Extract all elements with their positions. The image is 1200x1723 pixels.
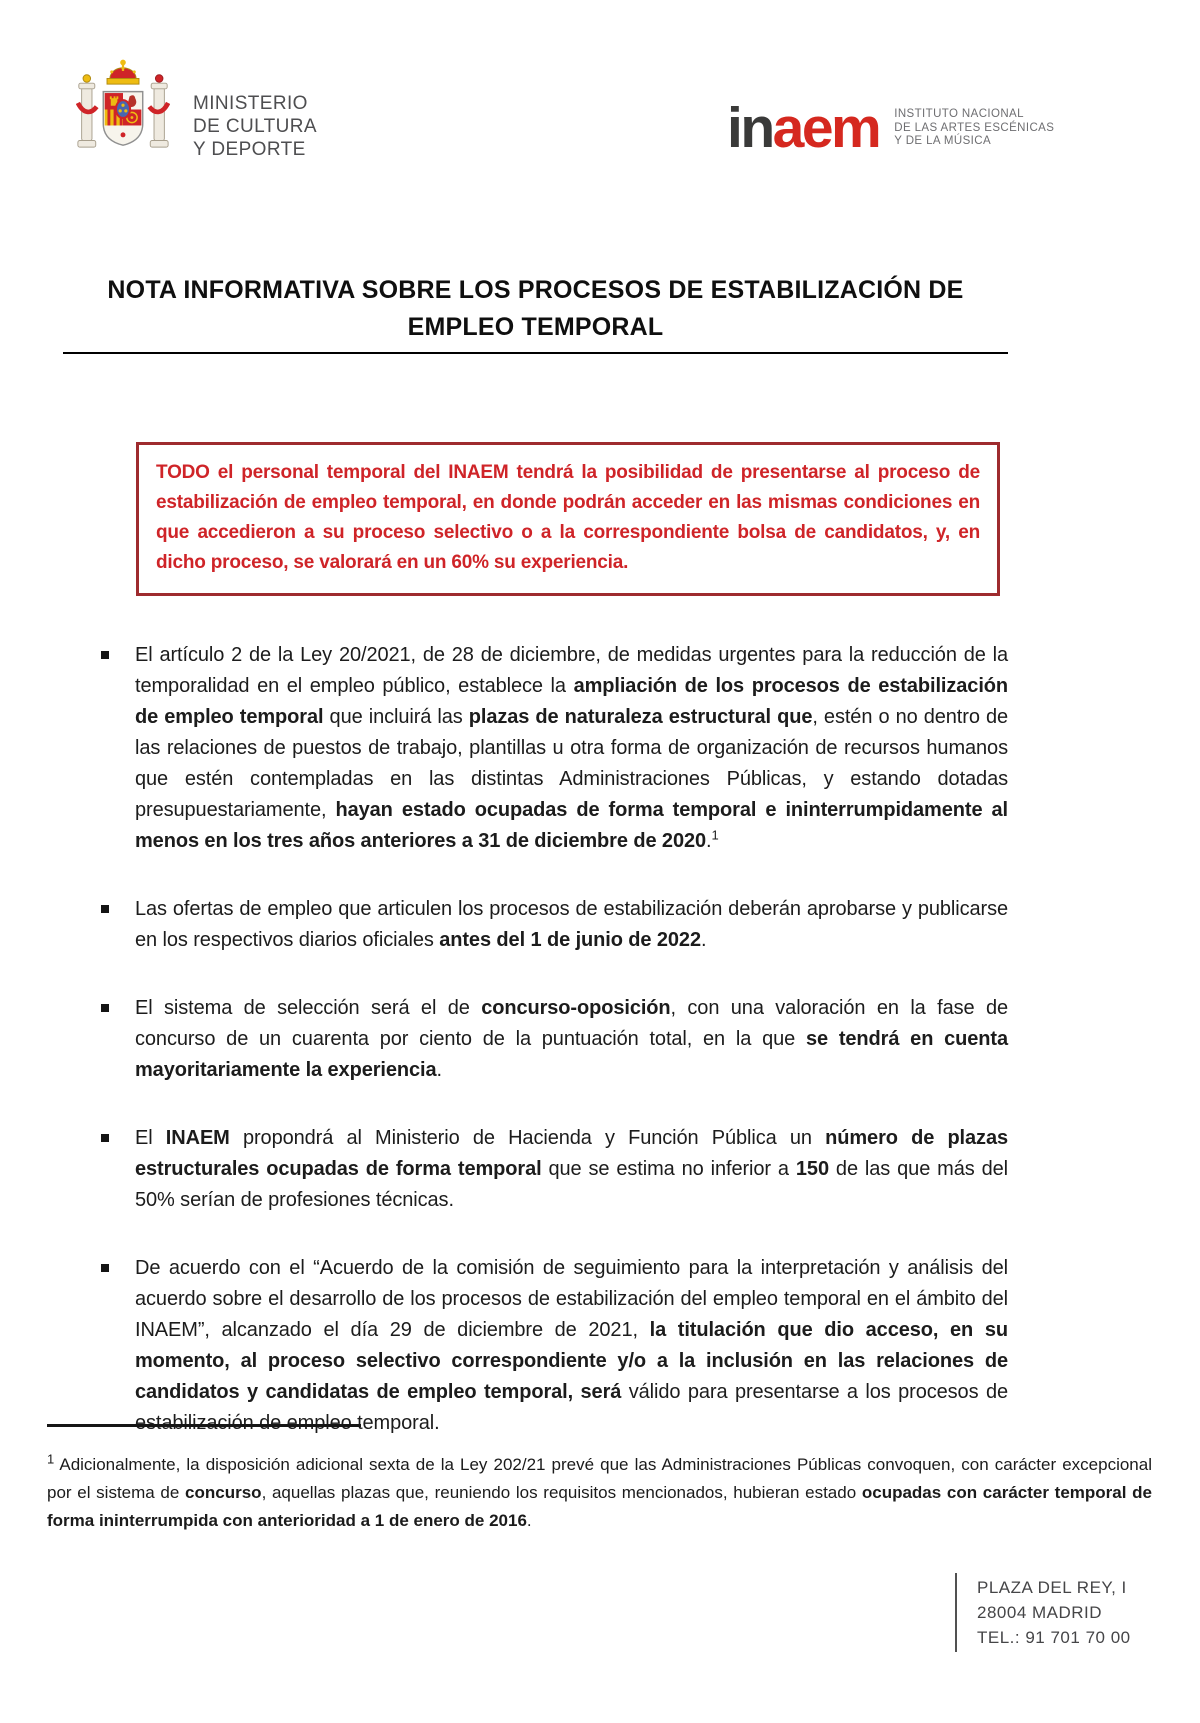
bullet-square-icon xyxy=(101,1264,109,1272)
bullet-text: El INAEM propondrá al Ministerio de Hacienda y Función Pública un número de plazas estructurales ocupadas de forma temporal que se estima no inferior a 150 de las que más del 50% serían de profesiones técnicas. xyxy=(135,1127,1008,1211)
footer-address-line: TEL.: 91 701 70 00 xyxy=(977,1628,1131,1647)
inaem-subtitle-line: DE LAS ARTES ESCÉNICAS xyxy=(894,121,1055,134)
bullet-square-icon xyxy=(101,651,109,659)
footer-address-line: 28004 MADRID xyxy=(977,1603,1103,1622)
main-content xyxy=(63,0,1008,1439)
inaem-subtitle-line: INSTITUTO NACIONAL xyxy=(894,108,1024,121)
footnote-divider xyxy=(47,1424,361,1427)
inaem-subtitle-line: Y DE LA MÚSICA xyxy=(894,135,992,148)
bullet-item-1 xyxy=(63,640,1008,857)
bullet-text: De acuerdo con el “Acuerdo de la comisión de seguimiento para la interpretación y análisis del acuerdo sobre el desarrollo de los procesos de estabilización del empleo temporal en el ámbito del INAEM”, alcanzado el día 29 de diciembre de 2021, la titulación que dio acceso, en su momento, al proceso selectivo correspondiente y/o a la inclusión en las relaciones de candidatos y candidatas de empleo temporal, será válido para presentarse a los procesos de estabilización de empleo temporal. xyxy=(135,1257,1008,1434)
footer-address xyxy=(955,1573,1131,1652)
ministry-name-line: MINISTERIO xyxy=(193,93,308,114)
footnote: $^1$ Adicionalmente, la disposición adicional sexta de la Ley 202/21 prevé que las Administraciones Públicas convoquen, con carácter excepcional por el sistema de concurso, aquellas plazas que, reuniendo los requisitos mencionados, hubieran estado ocupadas con carácter temporal de forma ininterrumpida con anterioridad a 1 de enero de 2016. xyxy=(47,1451,1152,1530)
page-title-line: NOTA INFORMATIVA SOBRE LOS PROCESOS DE ESTABILIZACIÓN DE xyxy=(107,276,964,304)
footnote-area xyxy=(47,1424,1152,1535)
page-title xyxy=(63,272,1008,346)
bullet-text: El artículo 2 de la Ley 20/2021, de 28 de diciembre, de medidas urgentes para la reducción de la temporalidad en el empleo público, establece la ampliación de los procesos de estabilización de empleo temporal que incluirá las plazas de naturaleza estructural que, estén o no dentro de las relaciones de puestos de trabajo, plantillas u otra forma de organización de recursos humanos que estén contempladas en las distintas Administraciones Públicas, y estando dotadas presupuestariamente, hayan estado ocupadas de forma temporal e ininterrumpidamente al menos en los tres años anteriores a 31 de diciembre de 2020.$^1$ xyxy=(135,644,1009,852)
bullet-item-4 xyxy=(63,1123,1008,1216)
page-title-line: EMPLEO TEMPORAL xyxy=(407,313,664,341)
highlight-box-text: TODO el personal temporal del INAEM tendrá la posibilidad de presentarse al proceso de estabilización de empleo temporal, en donde podrán acceder en las mismas condiciones en que accedieron a su proceso selectivo o a la correspondiente bolsa de candidatos, y, en dicho proceso, se valorará en un 60% su experiencia. xyxy=(156,462,980,573)
bullet-text: Las ofertas de empleo que articulen los procesos de estabilización deberán aprobarse y publicarse en los respectivos diarios oficiales antes del 1 de junio de 2022. xyxy=(135,898,1008,951)
bullet-item-2 xyxy=(63,894,1008,956)
highlight-box xyxy=(136,442,1000,596)
inaem-wordmark-dark: in xyxy=(727,96,773,160)
bullet-list xyxy=(63,640,1008,1439)
title-divider xyxy=(63,352,1008,354)
footer-address-line: PLAZA DEL REY, I xyxy=(977,1578,1127,1597)
bullet-square-icon xyxy=(101,1004,109,1012)
ministry-name-line: DE CULTURA xyxy=(193,116,317,137)
inaem-wordmark-red: aem xyxy=(772,96,880,160)
bullet-item-3 xyxy=(63,993,1008,1086)
ministry-name-line: Y DEPORTE xyxy=(193,139,306,160)
bullet-text: El sistema de selección será el de concurso-oposición, con una valoración en la fase de concurso de un cuarenta por ciento de la puntuación total, en la que se tendrá en cuenta mayoritariamente la experiencia. xyxy=(135,997,1008,1081)
bullet-square-icon xyxy=(101,1134,109,1142)
bullet-item-5 xyxy=(63,1253,1008,1439)
bullet-square-icon xyxy=(101,905,109,913)
